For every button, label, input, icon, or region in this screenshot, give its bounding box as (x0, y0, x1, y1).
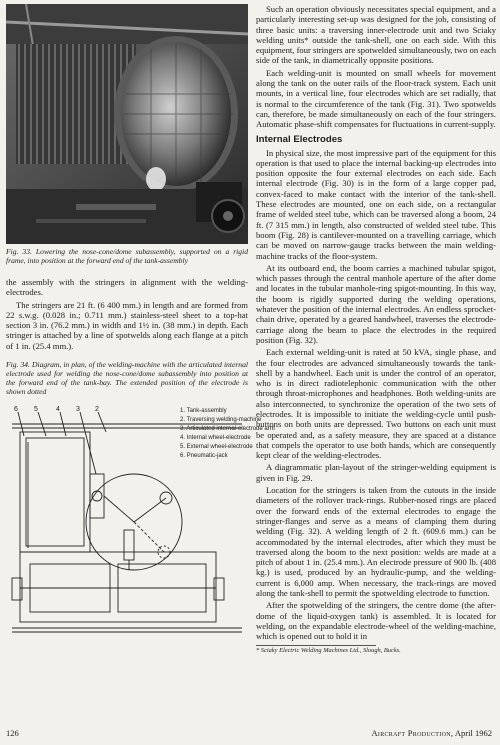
fig34-caption: Fig. 34. Diagram, in plan, of the welding-machine with the articulated internal electrode used for welding the nose-cone/dome subassembly into position at the forward end of the tank-bay. The extended position of the electrode is shown dotted (6, 360, 248, 397)
paragraph: After the spotwelding of the stringers, the centre dome (the after-dome of the liquid-oxygen tank) is assembled. It is located for welding, on the expandable electrode-wheel of the welding-machine, which is opened out to hold it in (256, 600, 496, 642)
paragraph: Such an operation obviously necessitates special equipment, and a particularly interesting set-up was designed for the job, consisting of three basic units: a traversing inner-electrode unit and two Sciaky welding units* outside the tank-shell, one on each side. With this equipment, four stringers are spotwelded simultaneously, two on each side of the tank, in diametrically opposite positions. (256, 4, 497, 66)
journal-title: Aircraft Production, (371, 728, 454, 738)
diagram-label: 6 (14, 406, 18, 414)
issue-date: April 1962 (454, 728, 492, 738)
paragraph: At its outboard end, the boom carries a machined tubular spigot, which passes through the central manhole aperture of the after dome and locates in the tubular manhole-ring spigot-mounting. In this way, the boom is rigidly supported during the welding operations, whatever the position of the internal electrodes. An endless sprocket-chain drive, operated by a geared handwheel, traverses the electrode-carriage along the beam to place the electrodes in the required position (Fig. 32). (256, 262, 496, 345)
paragraph: Each external welding-unit is rated at 50 kVA, single phase, and the four electrodes are advanced simultaneously towards the tank-shell by a handwheel. Each unit is under the control of an operator, who is in direct radiotelephonic communication with the other through throat-microphones and headphones. Both welding-units are also interconnected, to synchronize the operation of the two sets of electrodes. It is impossible to initiate the welding-cycle until push-buttons on both units are depressed. Two buttons on each unit must be operated and, as a safety measure, they are spaced at a distance that compels the operator to use both hands, which are consequently kept clear of the welding-electrodes. (256, 347, 496, 461)
legend-item: 3. Articulated internal-electrode arm (180, 426, 275, 433)
footnote: * Sciaky Electric Welding Machines Ltd., Slough, Bucks. (256, 646, 401, 654)
paragraph: The stringers are 21 ft. (6 400 mm.) in length and are formed from 22 s.w.g. (0.028 in.; 0.711 mm.) stainless-steel sheet to a top-hat section 3 in. (76.2 mm.) in width and 1½ in. (38 mm.) in depth. Each stringer is attached by a line of spotwelds along each flange at a pitch of 1 in. (25.4 mm.). (6, 299, 248, 351)
footnote-rule (256, 645, 376, 646)
page-number: 126 (6, 728, 19, 738)
diagram-label: 4 (56, 406, 60, 414)
fig33-photograph (6, 4, 248, 244)
fig33-caption: Fig. 33. Lowering the nose-cone/dome subassembly, supported on a rigid frame, into position at the forward end of the tank-assembly (6, 247, 248, 265)
paragraph: Location for the stringers is taken from the cutouts in the inside diameters of the rollover track-rings. Rubber-nosed rings are placed over the forward ends of the external electrodes to engage the stringer-flanges and serve as a means of clamping them during welding (Fig. 32). A welding length of 2 ft. (609.6 mm.) can be accommodated by the internal electrodes, after which they must be traversed along the boom to the next position: welds are made at a pitch of about 1 in. (25.4 mm.). An electrode pressure of 900 lb. (408 kg.) is used, produced by an hydraulic-pump, and the welding-current is 6,000 amp. When necessary, the track-rings are moved along the tank-shell to permit the spotwelding electrode to function. (256, 485, 496, 599)
diagram-label: 2 (95, 406, 99, 414)
right-column (256, 4, 496, 655)
paragraph: Each welding-unit is mounted on small wheels for movement along the tank on the outer rails of the floor-track system. Each unit mounts, in a vertical line, four electrodes which are set radially, that is normal to the circumference of the tank (Fig. 31). Two spotwelds can, therefore, be made simultaneously on each of the four stringers. Automatic phase-shift compensates for fluctuations in current-supply. (256, 67, 496, 130)
legend-item: 5. External wheel-electrode (180, 444, 253, 451)
diagram-label: 3 (76, 406, 80, 414)
running-footer (371, 728, 492, 738)
legend-item: 1. Tank-assembly (180, 408, 227, 415)
paragraph: In physical size, the most impressive part of the equipment for this operation is that used to place the internal backing-up electrodes into position opposite the four external electrodes on each side. Each internal electrode (Fig. 30) is in the form of a large copper pad, convex-faced to make contact with the interior of the tank-shell. These electrodes are mounted, one on each side, on a rectangular frame of welded steel tube, which can be traversed along a boom, 24 ft. (7 315 mm.) in length, also constructed of welded steel tube. This boom (Fig. 28) is cantilever-mounted on a travelling carriage, which can be moved on narrow-gauge tracks between the main welding-machine tracks of the floor-system. (256, 147, 496, 261)
diagram-label: 5 (34, 406, 38, 414)
paragraph: the assembly with the stringers in alignment with the welding-electrodes. (6, 277, 248, 298)
legend-item: 6. Pneumatic-jack (180, 453, 228, 460)
legend-item: 2. Traversing welding-machine (180, 417, 262, 424)
legend-item: 4. Internal wheel-electrode (180, 435, 251, 442)
fig34-diagram (6, 402, 275, 645)
paragraph: A diagrammatic plan-layout of the stringer-welding equipment is given in Fig. 29. (256, 462, 496, 483)
section-heading: Internal Electrodes (256, 133, 343, 145)
left-column (6, 4, 275, 645)
